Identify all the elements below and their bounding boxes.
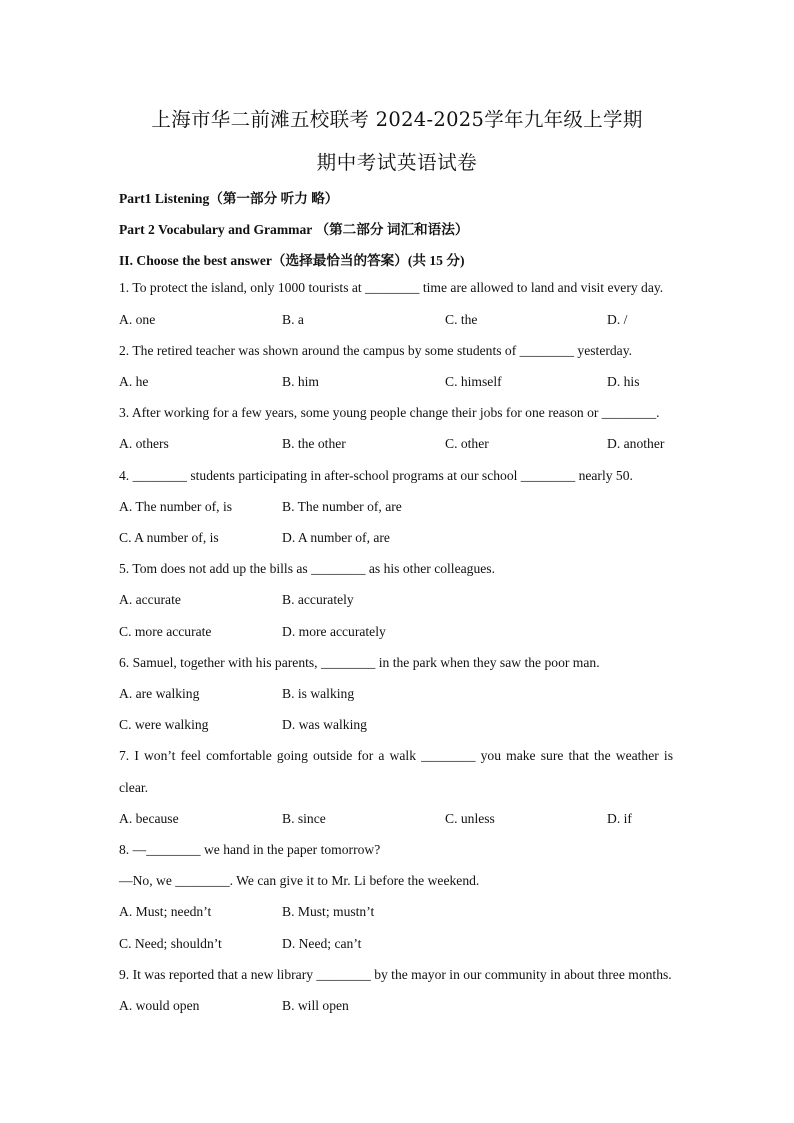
question-4-stem: 4. ________ students participating in after-school programs at our school ________ nearly 50. bbox=[119, 468, 633, 483]
question-8-response: —No, we ________. We can give it to Mr. Li before the weekend. bbox=[119, 873, 480, 888]
question-5-option-a: A. accurate bbox=[119, 592, 181, 607]
exam-title-line1: 上海市华二前滩五校联考 2024-2025学年九年级上学期 bbox=[151, 108, 643, 131]
part1-heading: Part1 Listening（第一部分 听力 略） bbox=[119, 191, 339, 206]
question-3-stem: 3. After working for a few years, some young people change their jobs for one reason or ________. bbox=[119, 405, 660, 420]
question-2-option-b: B. him bbox=[282, 374, 320, 389]
question-6-stem: 6. Samuel, together with his parents, ________ in the park when they saw the poor man. bbox=[119, 655, 600, 670]
exam-title-line2: 期中考试英语试卷 bbox=[316, 151, 478, 174]
question-2-option-c: C. himself bbox=[445, 374, 502, 389]
question-5-option-b: B. accurately bbox=[282, 592, 354, 607]
question-8-option-c: C. Need; shouldn’t bbox=[119, 936, 222, 951]
question-5-option-c: C. more accurate bbox=[119, 624, 212, 639]
question-7-option-c: C. unless bbox=[445, 811, 495, 826]
question-7-stem-continued: clear. bbox=[119, 780, 149, 795]
question-4-option-c: C. A number of, is bbox=[119, 530, 219, 545]
question-8-option-d: D. Need; can’t bbox=[282, 936, 362, 951]
question-4-option-a: A. The number of, is bbox=[119, 499, 233, 514]
question-1-option-a: A. one bbox=[119, 312, 156, 327]
question-7-stem: 7. I won’t feel comfortable going outside for a walk ________ you make sure that the weather is bbox=[119, 748, 673, 763]
question-9-option-b: B. will open bbox=[282, 998, 349, 1013]
question-1-option-d: D. / bbox=[607, 312, 628, 327]
question-7-option-b: B. since bbox=[282, 811, 326, 826]
question-7-option-d: D. if bbox=[607, 811, 632, 826]
question-5-option-d: D. more accurately bbox=[282, 624, 386, 639]
question-2-stem: 2. The retired teacher was shown around the campus by some students of ________ yesterday. bbox=[119, 343, 633, 358]
question-6-option-c: C. were walking bbox=[119, 717, 209, 732]
question-1-option-c: C. the bbox=[445, 312, 478, 327]
question-5-stem: 5. Tom does not add up the bills as ________ as his other colleagues. bbox=[119, 561, 495, 576]
question-8-option-a: A. Must; needn’t bbox=[119, 904, 212, 919]
question-2-option-d: D. his bbox=[607, 374, 640, 389]
section2-heading: II. Choose the best answer（选择最恰当的答案）(共 15 分) bbox=[119, 253, 465, 268]
question-3-option-c: C. other bbox=[445, 436, 489, 451]
question-3-option-a: A. others bbox=[119, 436, 169, 451]
question-8-option-b: B. Must; mustn’t bbox=[282, 904, 375, 919]
question-1-option-b: B. a bbox=[282, 312, 304, 327]
question-9-stem: 9. It was reported that a new library ________ by the mayor in our community in about three months. bbox=[119, 967, 672, 982]
question-6-option-a: A. are walking bbox=[119, 686, 200, 701]
question-7-option-a: A. because bbox=[119, 811, 179, 826]
question-4-option-d: D. A number of, are bbox=[282, 530, 390, 545]
question-3-option-b: B. the other bbox=[282, 436, 346, 451]
question-8-stem: 8. —________ we hand in the paper tomorrow? bbox=[119, 842, 381, 857]
question-2-option-a: A. he bbox=[119, 374, 149, 389]
question-4-option-b: B. The number of, are bbox=[282, 499, 402, 514]
part2-heading: Part 2 Vocabulary and Grammar （第二部分 词汇和语法） bbox=[119, 222, 469, 237]
question-6-option-b: B. is walking bbox=[282, 686, 355, 701]
question-3-option-d: D. another bbox=[607, 436, 665, 451]
question-1-stem: 1. To protect the island, only 1000 tourists at ________ time are allowed to land and visit every day. bbox=[119, 280, 664, 295]
question-6-option-d: D. was walking bbox=[282, 717, 367, 732]
question-9-option-a: A. would open bbox=[119, 998, 200, 1013]
